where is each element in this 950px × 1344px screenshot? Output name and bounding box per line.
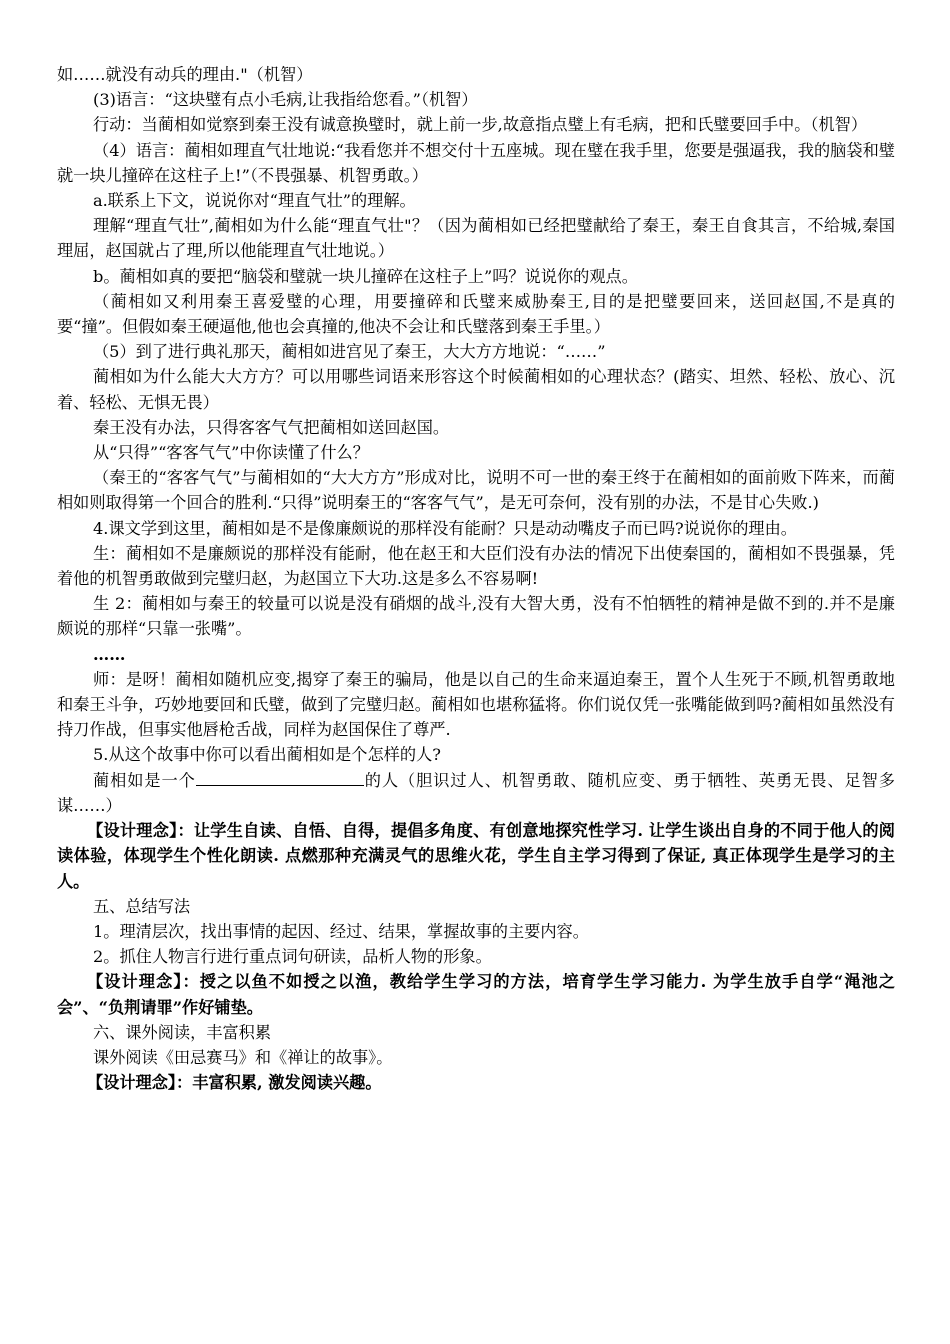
paragraph-action: 行动：当蔺相如觉察到秦王没有诚意换璧时，就上前一步,故意指点璧上有毛病，把和氏璧要回手中。（机智） [93,115,868,135]
question-5: 5.从这个故事中你可以看出蔺相如是个怎样的人? [93,745,441,765]
question-zhide: 从“只得”“客客气气”中你读懂了什么？ [93,443,369,463]
section-6-item-1: 课外阅读《田忌赛马》和《禅让的故事》。 [93,1047,393,1067]
text-line: 如……就没有动兵的理由."（机智） [57,65,313,84]
paragraph-speech-3: (3)语言：“这块璧有点小毛病,让我指给您看。”（机智） [93,90,478,110]
paragraph-ceremony: （5）到了进行典礼那天，蔺相如进宫见了秦王，大大方方地说：“……” [93,342,606,362]
fill-blank-line [57,768,895,818]
paragraph-speech-4: （4）语言：蔺相如理直气壮地说:“我看您并不想交付十五座城。现在璧在我手里，您要是强逼我，我的脑袋和璧就一块儿撞碎在这柱子上!”（不畏强暴、机智勇敢。） [57,140,895,185]
teacher-remark: 师：是呀！蔺相如随机应变,揭穿了秦王的骗局，他是以自己的生命来逼迫秦王，置个人生死于不顾,机智勇敢地和秦王斗争，巧妙地要回和氏璧，做到了完璧归赵。蔺相如也堪称猛将。你们说仅凭一张嘴能做到吗?蔺相如虽然没有持刀作战，但事实他唇枪舌战，同样为赵国保住了尊严. [57,669,895,740]
design-concept-2: 【设计理念】：授之以鱼不如授之以渔，教给学生学习的方法，培育学生学习能力. 为学生放手自学“渑池之会”、“负荆请罪”作好铺垫。 [57,972,895,1017]
question-a: a.联系上下文，说说你对“理直气壮”的理解。 [93,191,416,211]
blank-underline [196,769,364,786]
fill-blank-suffix: 的人（胆识过人、机智勇敢、随机应变、勇于牺牲、英勇无畏、足智多谋……） [57,770,895,815]
question-calm: 蔺相如为什么能大大方方？可以用哪些词语来形容这个时候蔺相如的心理状态？(踏实、坦然、轻松、放心、沉着、轻松、无惧无畏） [57,367,895,412]
fill-blank-prefix: 蔺相如是一个 [93,770,196,790]
design-concept-1: 【设计理念】：让学生自读、自悟、自得，提倡多角度、有创意地探究性学习. 让学生谈出自身的不同于他人的阅读体验，体现学生个性化朗读. 点燃那种充满灵气的思维火花，学生自主学习得到了保证, 真正体现学生是学习的主人。 [57,821,895,891]
section-5-item-1: 1。理清层次，找出事情的起因、经过、结果，掌握故事的主要内容。 [93,921,589,941]
answer-a: 理解“理直气壮”,蔺相如为什么能“理直气壮"？（因为蔺相如已经把璧献给了秦王，秦王自食其言，不给城,秦国理屈，赵国就占了理,所以他能理直气壮地说。） [57,216,895,261]
answer-b: （蔺相如又利用秦王喜爱璧的心理，用要撞碎和氏璧来威胁秦王,目的是把璧要回来，送回赵国,不是真的要“撞”。但假如秦王硬逼他,他也会真撞的,他决不会让和氏璧落到秦王手里。） [57,291,895,337]
question-4: 4.课文学到这里，蔺相如是不是像廉颇说的那样没有能耐？只是动动嘴皮子而已吗?说说你的理由。 [93,518,797,538]
ellipsis: …… [93,644,126,664]
section-6-heading: 六、课外阅读，丰富积累 [93,1022,272,1042]
paragraph-qin-king: 秦王没有办法，只得客客气气把蔺相如送回赵国。 [93,417,450,437]
design-concept-3: 【设计理念】：丰富积累, 激发阅读兴趣。 [87,1073,382,1093]
document-page [57,62,895,1095]
question-b: b。蔺相如真的要把“脑袋和璧就一块儿撞碎在这柱子上”吗？说说你的观点。 [93,266,638,286]
section-5-heading: 五、总结写法 [93,896,191,916]
student-answer-2: 生 2：蔺相如与秦王的较量可以说是没有硝烟的战斗,没有大智大勇，没有不怕牺牲的精神是做不到的.并不是廉颇说的那样“只靠一张嘴”。 [57,594,895,639]
section-5-item-2: 2。抓住人物言行进行重点词句研读，品析人物的形象。 [93,947,492,967]
answer-zhide: （秦王的“客客气气”与蔺相如的“大大方方”形成对比，说明不可一世的秦王终于在蔺相如的面前败下阵来，而蔺相如则取得第一个回合的胜利.“只得”说明秦王的“客客气气”，是无可奈何，没有别的办法，不是甘心失败.) [57,468,895,513]
student-answer-1: 生：蔺相如不是廉颇说的那样没有能耐，他在赵王和大臣们没有办法的情况下出使秦国的，蔺相如不畏强暴，凭着他的机智勇敢做到完璧归赵，为赵国立下大功.这是多么不容易啊! [57,543,895,589]
